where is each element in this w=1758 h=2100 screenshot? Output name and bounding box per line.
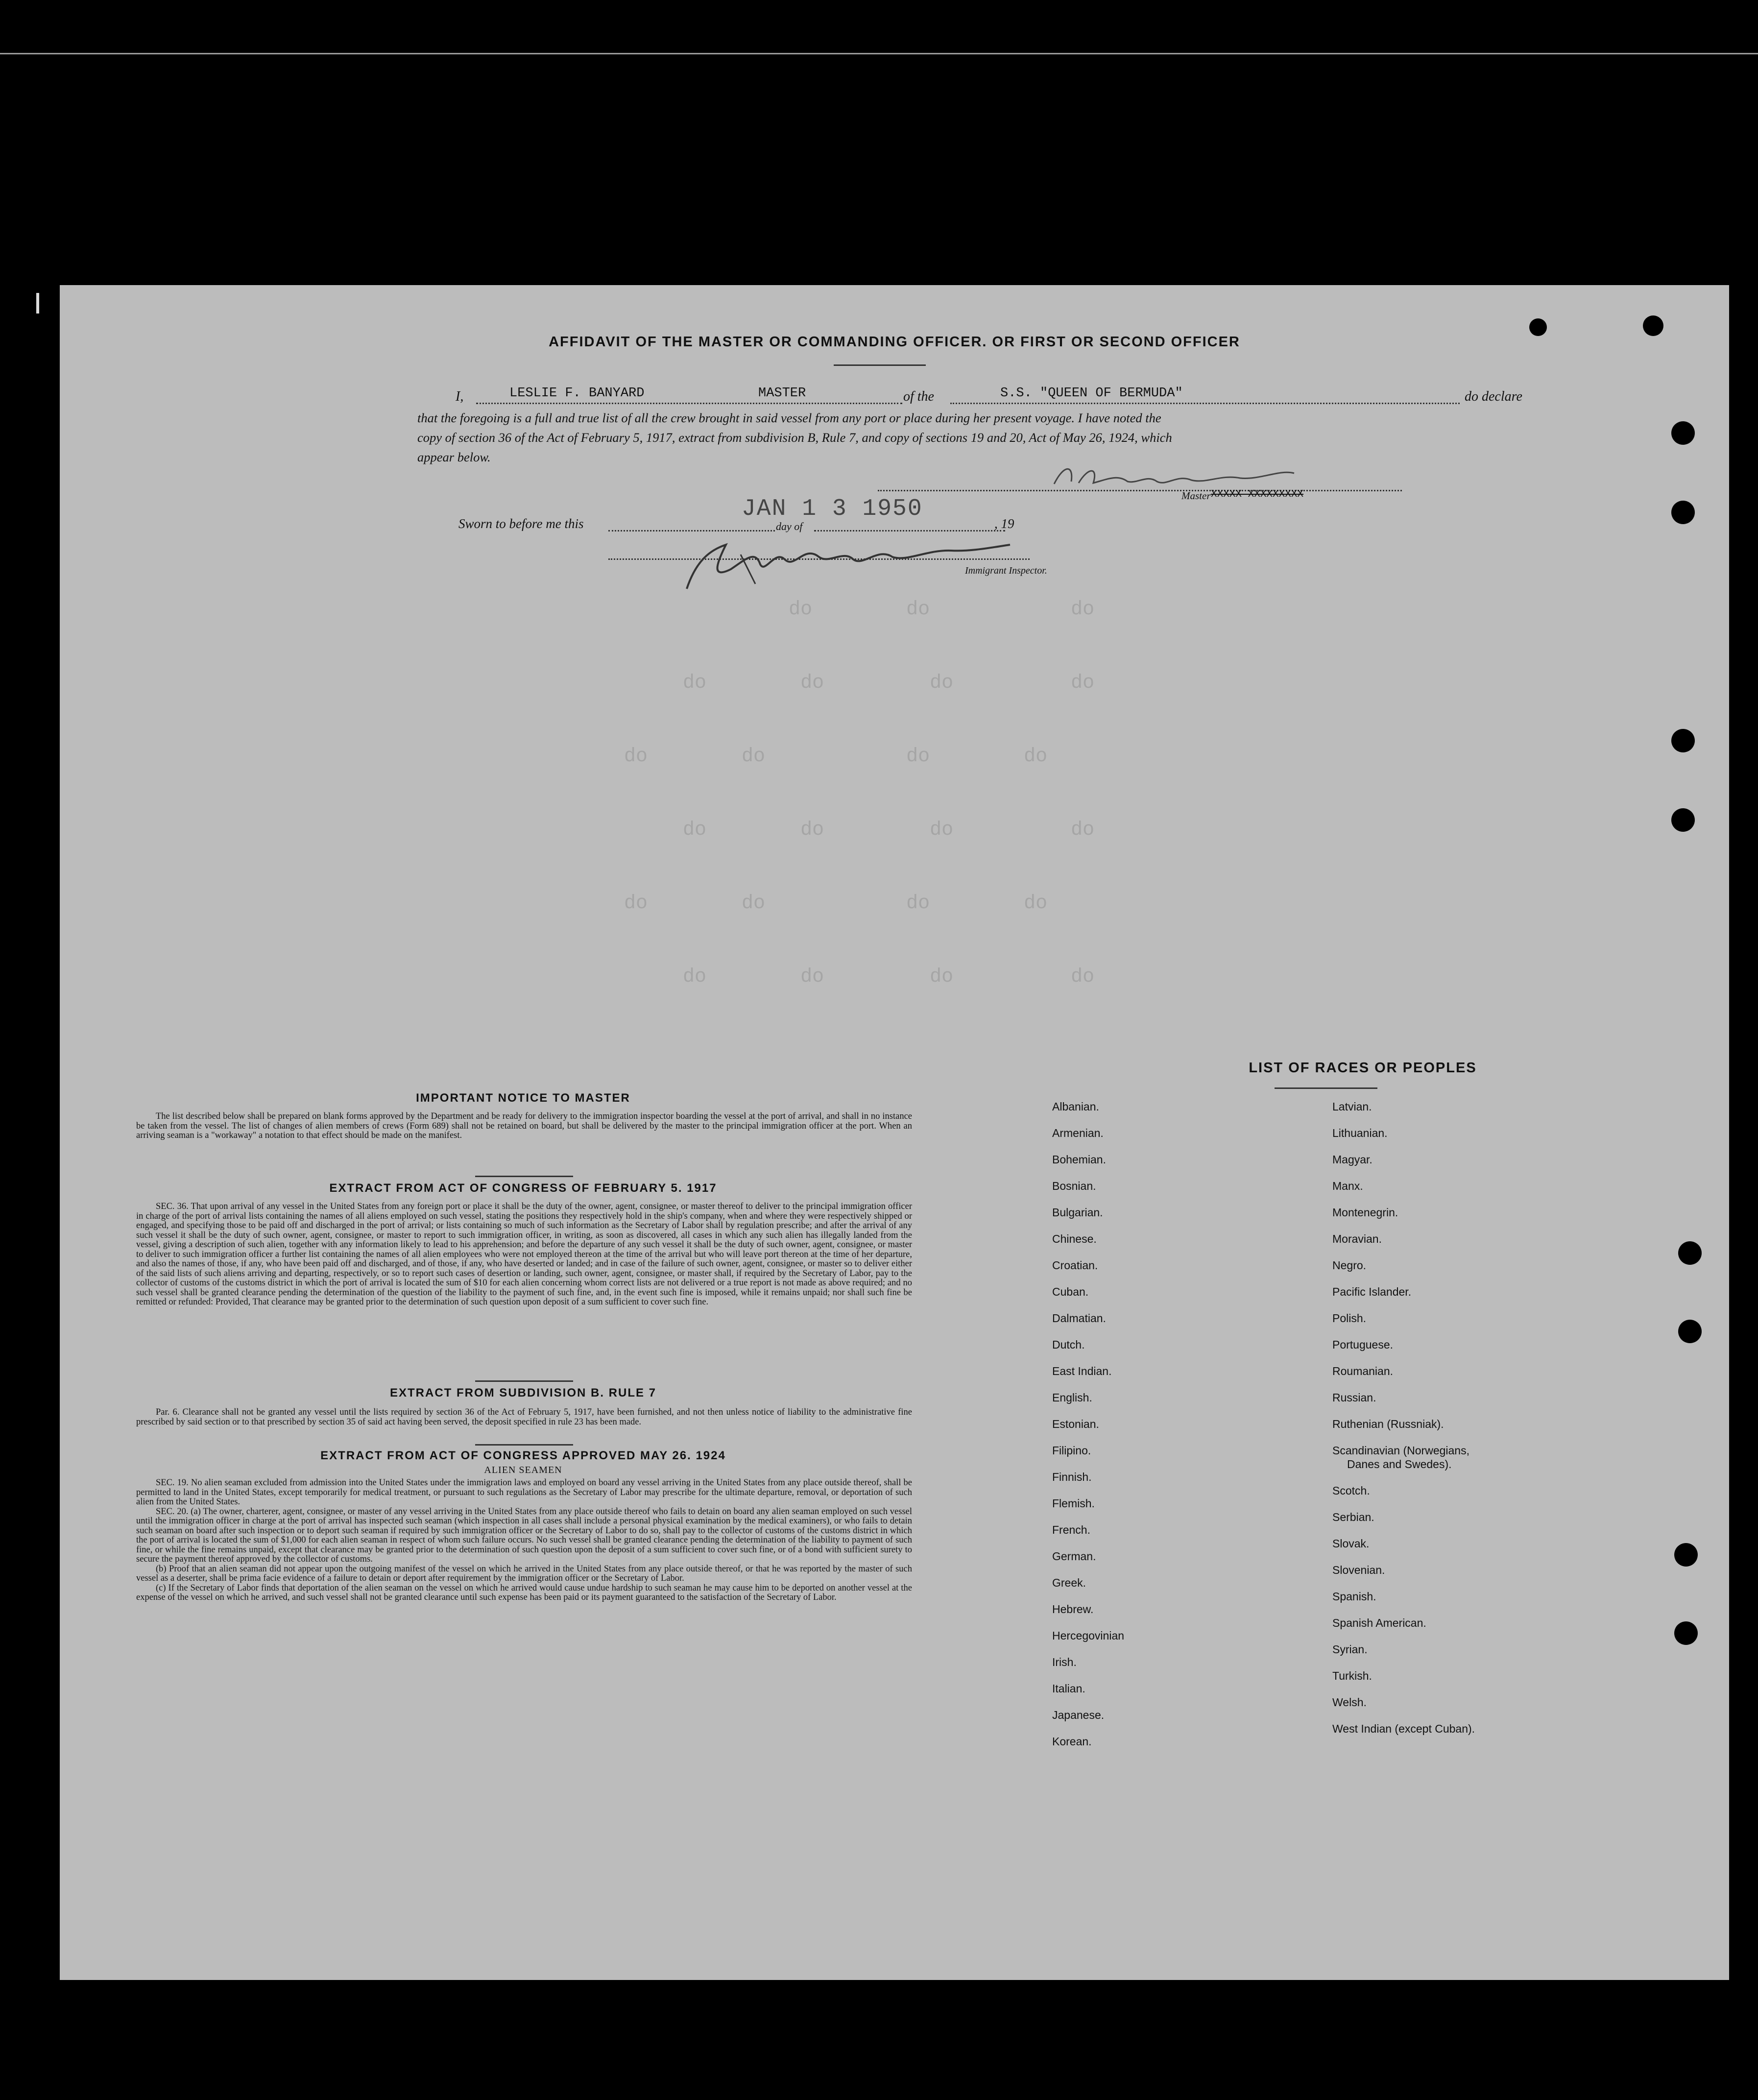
race-item: Magyar. (1332, 1153, 1373, 1166)
race-item: Roumanian. (1332, 1365, 1394, 1377)
affidavit-line-3: copy of section 36 of the Act of February 5, 1917, extract from subdivision B, Rule 7, and copy of sections 19 and 20, Act of May 26, 1924, which (417, 430, 1172, 445)
sec19-paragraph: SEC. 19. No alien seaman excluded from admission into the United States under the immigration laws and employed on board any vessel arriving in the United States from any place outside thereof, shall be permitted to land in the United States, except temporarily for medical treatment, or pursuant to such regulations as the Secretary of Labor may prescribe for the ultimate departure, removal, or deportation of such alien from the United States. (136, 1478, 912, 1507)
race-item: Portuguese. (1332, 1338, 1394, 1351)
scan-top-line (0, 53, 1758, 54)
race-item: Pacific Islander. (1332, 1285, 1412, 1298)
race-item: Turkish. (1332, 1669, 1372, 1682)
race-item: Estonian. (1052, 1418, 1099, 1430)
manifest-page (60, 285, 1729, 1980)
race-item: Flemish. (1052, 1497, 1095, 1510)
binder-hole (1643, 315, 1663, 336)
affidavit-i-label: I, (456, 389, 464, 404)
race-item: Japanese. (1052, 1709, 1105, 1721)
binder-hole (1671, 421, 1695, 445)
inspector-signature (667, 530, 1020, 599)
race-item: Armenian. (1052, 1127, 1104, 1139)
struck-title-options: XXXXX XXXXXXXXX (1211, 489, 1304, 500)
do-declare-label: do declare (1465, 389, 1522, 404)
race-item: Syrian. (1332, 1643, 1368, 1656)
bleed-through-text: do do do do (589, 819, 1095, 841)
master-signature-line (878, 490, 1402, 491)
race-item: Irish. (1052, 1656, 1077, 1668)
race-item: French. (1052, 1523, 1090, 1536)
race-item: Finnish. (1052, 1471, 1092, 1483)
race-item: Spanish. (1332, 1590, 1376, 1603)
of-the-label: of the (903, 389, 934, 404)
race-item: Moravian. (1332, 1232, 1382, 1245)
notice-text (136, 1112, 912, 1141)
race-item: Russian. (1332, 1391, 1376, 1404)
race-item: Bohemian. (1052, 1153, 1106, 1166)
race-item: Spanish American. (1332, 1617, 1426, 1629)
race-item: Greek. (1052, 1576, 1086, 1589)
rule7-title: EXTRACT FROM SUBDIVISION B. RULE 7 (389, 1386, 657, 1400)
title-rule (834, 364, 926, 366)
date-stamp: JAN 1 3 1950 (742, 496, 923, 522)
vessel-fill-line (950, 403, 1460, 404)
race-item: Cuban. (1052, 1285, 1089, 1298)
notice-title: IMPORTANT NOTICE TO MASTER (416, 1091, 630, 1105)
race-item: Italian. (1052, 1682, 1085, 1695)
sec20c-paragraph: (c) If the Secretary of Labor finds that deportation of the alien seaman on the vessel on which he arrived would cause undue hardship to such seaman he may cause him to be deported on another vessel at the expense of the vessel on which he arrived, and such vessel shall not be granted clearance until such expense has been paid or its payment guaranteed to the satisfaction of the Secretary of Labor. (136, 1583, 912, 1602)
year-prefix: , 19 (994, 516, 1014, 531)
race-item: Dalmatian. (1052, 1312, 1106, 1325)
notice-paragraph: The list described below shall be prepared on blank forms approved by the Department and be ready for delivery to the immigration inspector boarding the vessel at the port of arrival, and shall in no instance be taken from the vessel. The list of changes of alien members of crews (Form 689) shall not be retained on board, but shall be delivered by the master to the principal immigration officer at the port. When an arriving seaman is a "workaway" a notation to that effect should be made on the manifest. (136, 1111, 912, 1140)
race-item: Polish. (1332, 1312, 1367, 1325)
bleed-through-text: do do do do (589, 966, 1095, 988)
rule7-text (136, 1408, 912, 1427)
race-item: Slovenian. (1332, 1564, 1385, 1576)
race-item: Dutch. (1052, 1338, 1085, 1351)
race-item: Slovak. (1332, 1537, 1370, 1550)
race-item: English. (1052, 1391, 1092, 1404)
binder-hole (1674, 1621, 1698, 1645)
bleed-through-text: do do do do (589, 672, 1095, 694)
race-item: Montenegrin. (1332, 1206, 1398, 1219)
races-title: LIST OF RACES OR PEOPLES (1249, 1060, 1477, 1076)
sec20a-paragraph: SEC. 20. (a) The owner, charterer, agent, consignee, or master of any vessel arriving in the United States from any place outside thereof who fails to detain on board any alien seaman employed on such vessel until the immigration officer in charge at the port of arrival has inspected such seaman (which inspection in all cases shall include a personal physical examination by the medical examiners), or who fails to detain such seaman on board after such inspection or to deport such seaman if required by such immigration officer or the Secretary of Labor to do so, shall pay to the collector of customs of the customs district in which the port of arrival is located the sum of $1,000 for each alien seaman in respect of whom such failure occurs. No such vessel shall be granted clearance pending the determination of the liability to payment of such fine, or while the fine remains unpaid, except that clearance may be granted prior to the determination of such question upon the deposit of a sum sufficient to cover such fine, or of a bond with sufficient surety to secure the payment thereof approved by the collector of customs. (136, 1506, 912, 1564)
extract-1917-paragraph: SEC. 36. That upon arrival of any vessel in the United States from any foreign port or place it shall be the duty of the owner, agent, consignee, or master thereof to deliver to the principal immigration officer in charge of the port of arrival lists containing the names of all aliens employed on such vessel, stating the positions they respectively hold in the ship's company, when and where they were respectively shipped or engaged, and specifying those to be paid off and discharged in the port of arrival; or lists containing so much of such information as the Secretary of Labor shall by regulation prescribe; and after the arrival of any such vessel it shall be the duty of such owner, agent, consignee, or master to report to such immigration officer, in writing, as soon as discovered, all cases in which any such alien has illegally landed from the vessel, giving a description of such alien, together with any information likely to lead to his apprehension; and before the departure of any such vessel it shall be the duty of such owner, agent, consignee, or master to deliver to such immigration officer a further list containing the names of all alien employees who were not employed thereon at the time of the arrival but who will leave port thereon at the time of her departure, and also the names of those, if any, who have been paid off and discharged, and of those, if any, who have deserted or landed; and in case of the failure of such owner, agent, consignee, or master so to deliver either of the said lists of such aliens arriving and departing, respectively, or so to report such cases of desertion or landing, such owner, agent, consignee, or master shall, if required by the Secretary of Labor, pay to the collector of customs of the customs district in which the port of arrival is located the sum of $10 for each alien concerning whom correct lists are not delivered or a true report is not made as above required; and no such vessel shall be granted clearance pending the determination of the question of the liability to the payment of such fine, and, in the event such fine is imposed, while it remains unpaid; nor shall such fine be remitted or refunded: Provided, That clearance may be granted prior to the determination of such question upon deposit of a sum sufficient to cover such fine. (136, 1202, 912, 1307)
affidavit-line-2: that the foregoing is a full and true list of all the crew brought in said vessel from any port or place during her present voyage. I have noted the (417, 410, 1161, 425)
race-item: German. (1052, 1550, 1096, 1563)
race-item: Negro. (1332, 1259, 1367, 1272)
scan-margin-mark (36, 293, 39, 314)
affidavit-line-4: appear below. (417, 450, 491, 464)
extract-1924-title: EXTRACT FROM ACT OF CONGRESS APPROVED MAY 26. 1924 (320, 1449, 726, 1462)
race-item: Serbian. (1332, 1511, 1374, 1523)
race-item: Manx. (1332, 1180, 1363, 1192)
race-item: Scandinavian (Norwegians, (1332, 1444, 1469, 1457)
race-item: Ruthenian (Russniak). (1332, 1418, 1444, 1430)
binder-hole (1674, 1543, 1698, 1567)
race-item-continued: Danes and Swedes). (1347, 1458, 1452, 1471)
bleed-through-text: do do do do (589, 746, 1048, 768)
race-item: West Indian (except Cuban). (1332, 1722, 1475, 1735)
race-item: Korean. (1052, 1735, 1092, 1748)
extract-1924-text (136, 1478, 912, 1603)
race-item: Albanian. (1052, 1100, 1099, 1113)
races-left-column (1052, 1100, 1124, 1762)
race-item: Croatian. (1052, 1259, 1098, 1272)
inspector-signature-line (608, 558, 1030, 560)
rule7-paragraph: Par. 6. Clearance shall not be granted any vessel until the lists required by section 36 of the Act of February 5, 1917, have been furnished, and not then unless notice of liability to the administrative fine prescribed by said section or to that prescribed by section 35 of said act having been served, the deposit specified in rule 23 has been made. (136, 1407, 912, 1427)
binder-hole (1671, 729, 1695, 752)
binder-hole (1678, 1320, 1702, 1343)
race-item: Chinese. (1052, 1232, 1097, 1245)
race-item: Filipino. (1052, 1444, 1091, 1457)
race-item: Welsh. (1332, 1696, 1367, 1709)
race-item: Scotch. (1332, 1484, 1370, 1497)
extract-1917-text (136, 1202, 912, 1307)
inspector-label: Immigrant Inspector. (965, 565, 1047, 576)
race-item: Latvian. (1332, 1100, 1372, 1113)
master-name-value: LESLIE F. BANYARD (509, 386, 645, 401)
binder-hole (1678, 1241, 1702, 1265)
race-item: Hebrew. (1052, 1603, 1094, 1616)
race-item: Lithuanian. (1332, 1127, 1388, 1139)
sworn-label: Sworn to before me this (458, 516, 584, 531)
vessel-name-value: S.S. "QUEEN OF BERMUDA" (1000, 386, 1183, 401)
binder-hole (1529, 318, 1547, 336)
section-rule (475, 1176, 573, 1177)
extract-1917-title: EXTRACT FROM ACT OF CONGRESS OF FEBRUARY 5. 1917 (329, 1182, 717, 1195)
master-label: Master (1181, 490, 1211, 502)
binder-hole (1671, 808, 1695, 832)
day-of-label: day of (776, 520, 803, 532)
name-fill-line (476, 403, 902, 404)
affidavit-title: AFFIDAVIT OF THE MASTER OR COMMANDING OFFICER. OR FIRST OR SECOND OFFICER (549, 334, 1240, 350)
binder-hole (1671, 501, 1695, 524)
race-item: Bulgarian. (1052, 1206, 1103, 1219)
race-item: Bosnian. (1052, 1180, 1096, 1192)
race-item: East Indian. (1052, 1365, 1112, 1377)
bleed-through-text: do do do do (589, 893, 1048, 915)
master-rank-value: MASTER (758, 386, 806, 401)
races-title-rule (1275, 1087, 1377, 1089)
section-rule (475, 1444, 573, 1446)
bleed-through-text: do do do (589, 599, 1095, 621)
section-rule (475, 1380, 573, 1382)
alien-seamen-subtitle: ALIEN SEAMEN (484, 1465, 562, 1475)
sec20b-paragraph: (b) Proof that an alien seaman did not appear upon the outgoing manifest of the vessel on which he arrived in the United States from any place outside thereof, or that he was reported by the master of such vessel as a deserter, shall be prima facie evidence of a failure to detain or deport after requirement by the immigration officer or the Secretary of Labor. (136, 1564, 912, 1583)
races-right-column (1332, 1100, 1475, 1749)
race-item: Hercegovinian (1052, 1629, 1125, 1642)
